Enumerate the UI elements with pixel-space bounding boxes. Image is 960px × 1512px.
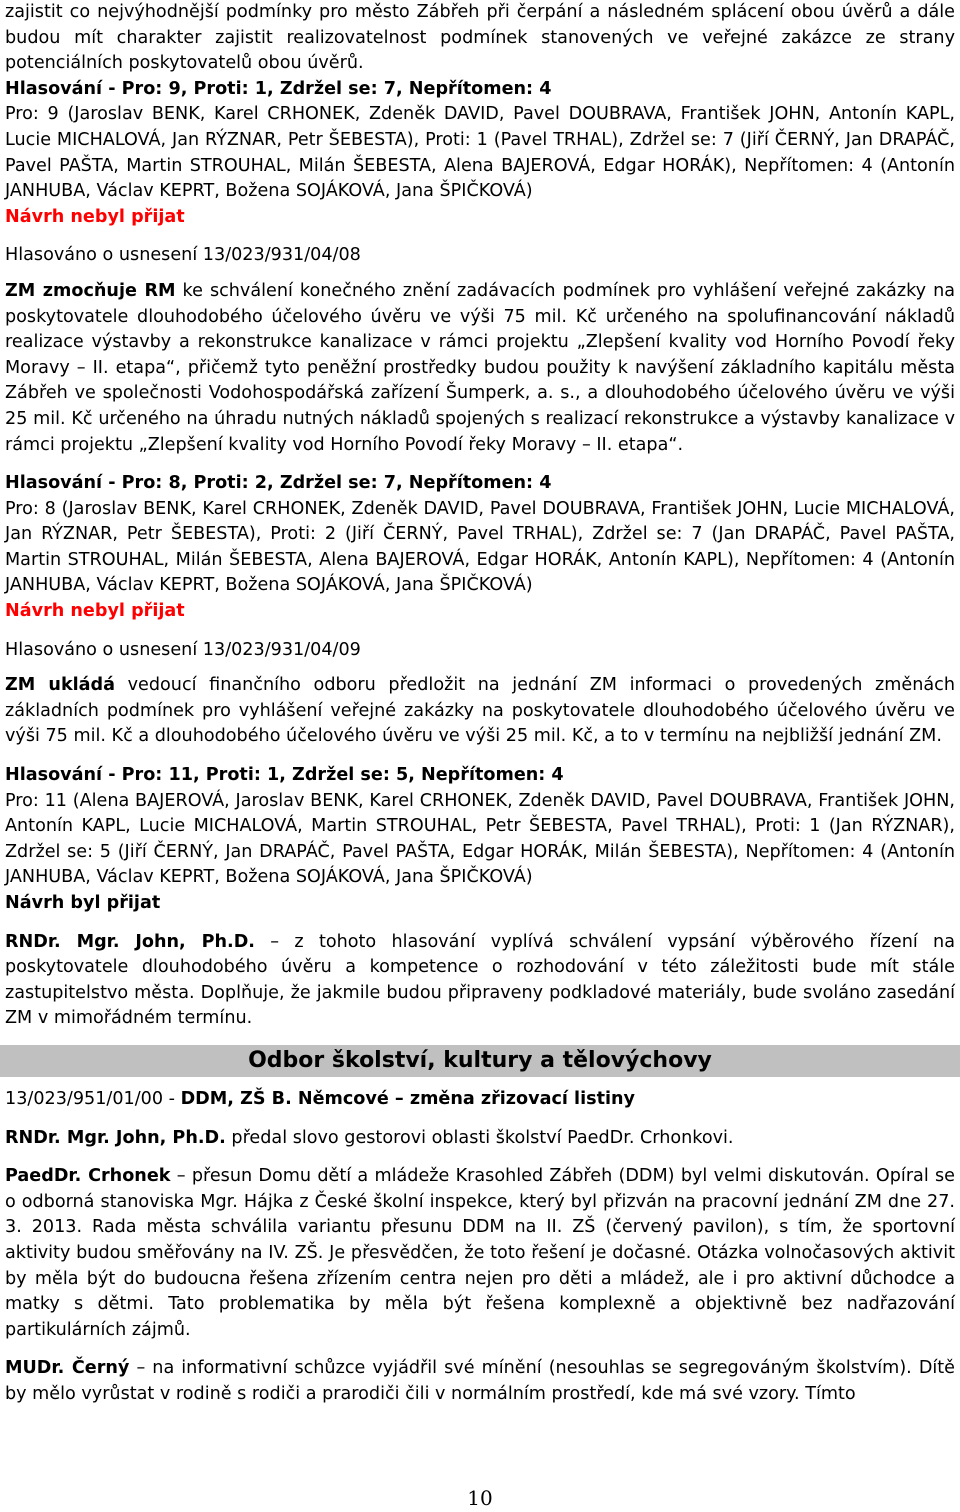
cerny-speaker: MUDr. Černý [5,1358,130,1379]
spacer [5,1113,955,1126]
vote3-result: Návrh byl přijat [5,893,161,913]
vote2-result: Návrh nebyl přijat [5,601,185,622]
vote3-heading: Hlasování - Pro: 11, Proti: 1, Zdržel se: 5, Nepřítomen: 4 [5,765,564,786]
cerny-text: – na informativní schůzce vyjádřil své mínění (nesouhlas se segregováným školstvím). Dítě by mělo vyrůstat v rodině s rodiči a prarodiči čili v normálním prostředí, kde má své vzory. Tímto [5,1358,955,1404]
spacer [5,625,955,638]
resolution3-paragraph [5,673,955,750]
crhonek-paragraph [5,1164,955,1343]
vote3-detail: Pro: 11 (Alena BAJEROVÁ, Jaroslav BENK, Karel CRHONEK, Zdeněk DAVID, Pavel DOUBRAVA, František JOHN, Antonín KAPL, Lucie MICHALOVÁ, Martin STROUHAL, Petr ŠEBESTA, Pavel TRHAL), Proti: 1 (Jan RÝZNAR), Zdržel se: 5 (Jiří ČERNÝ, Jan DRAPÁČ, Pavel PAŠTA, Edgar HORÁK, Milán ŠEBESTA), Nepřítomen: 4 (Antonín JANHUBA, Václav KEPRT, Božena SOJÁKOVÁ, Jana ŠPIČKOVÁ) [5,790,955,888]
spacer [5,917,955,930]
agenda-item-title: DDM, ZŠ B. Němcové – změna zřizovací listiny [180,1088,636,1109]
resolution3-text: vedoucí finančního odboru předložit na jednání ZM informaci o provedených změnách základních podmínek pro vyhlášení veřejné zakázky na poskytovatele dlouhodobého účelového úvěru ve výši 75 mil. Kč a dlouhodobého účelového úvěru ve výši 25 mil. Kč, a to v termínu na nejbližší jednání ZM. [5,675,955,747]
spacer [5,663,955,673]
john-handover-speaker: RNDr. Mgr. John, Ph.D. [5,1127,226,1148]
agenda-item [5,1087,955,1113]
crhonek-speaker: PaedDr. Crhonek [5,1166,171,1187]
resolution2-text: ke schválení konečného znění zadávacích podmínek pro vyhlášení veřejné zakázky na poskytovatele dlouhodobého účelového úvěru ve výši 75 mil. Kč určeného na spolufinancování nákladů realizace výstavby a rekonstrukce kanalizace v rámci projektu „Zlepšení kvality vod Horního Povodí řeky Moravy – II. etapa“, přičemž tyto peněžní prostředky budou použity k navýšení základního kapitálu města Zábřeh ve společnosti Vodohospodářská zařízení Šumperk, a. s., a dlouhodobého účelového úvěru ve výši 25 mil. Kč určeného na úhradu nutných nákladů spojených s realizací rekonstrukce a výstavby kanalizace v rámci projektu „Zlepšení kvality vod Horního Povodí řeky Moravy – II. etapa“. [5,280,955,455]
spacer [5,230,955,243]
intro-paragraph: zajistit co nejvýhodnější podmínky pro město Zábřeh při čerpání a následném splácení obou úvěrů a dále budou mít charakter zajistit realizovatelnost podmínek stanovených ve veřejné zakázce ze strany potenciálních poskytovatelů obou úvěrů. [5,2,955,74]
crhonek-text: – přesun Domu dětí a mládeže Krasohled Zábřeh (DDM) byl velmi diskutován. Opíral se o odborná stanoviska Mgr. Hájka z České školní inspekce, který byl přizván na pracovní jednání ZM dne 27. 3. 2013. Rada města schválila variantu přesunu DDM na II. ZŠ (červený pavilon), s tím, že sportovní aktivity budou směřovány na IV. ZŠ. Je přesvědčen, že toto řešení je dočasné. Otázka volnočasových aktivit by měla být do budoucna řešena zřízením centra nejen pro děti a mládež, ale i pro aktivní důchodce a matky s dětmi. Tato problematika by měla být řešena komplexně a objektivně bez nadřazování partikulárních zájmů. [5,1166,956,1340]
vote1-detail: Pro: 9 (Jaroslav BENK, Karel CRHONEK, Zdeněk DAVID, Pavel DOUBRAVA, František JOHN, Antonín KAPL, Lucie MICHALOVÁ, Jan RÝZNAR, Petr ŠEBESTA), Proti: 1 (Pavel TRHAL), Zdržel se: 7 (Jiří ČERNÝ, Jan DRAPÁČ, Pavel PAŠTA, Martin STROUHAL, Milán ŠEBESTA, Alena BAJEROVÁ, Edgar HORÁK), Nepřítomen: 4 (Antonín JANHUBA, Václav KEPRT, Božena SOJÁKOVÁ, Jana ŠPIČKOVÁ) [5,104,955,202]
john-handover-text: předal slovo gestorovi oblasti školství PaedDr. Crhonkovi. [225,1127,734,1148]
spacer [5,750,955,763]
resolution3-title: Hlasováno o usnesení 13/023/931/04/09 [5,639,361,660]
document-page [5,0,955,1408]
resolution2-lead: ZM zmocňuje RM [5,280,176,301]
resolution2-paragraph [5,279,955,458]
spacer [5,1343,955,1356]
john-note-speaker: RNDr. Mgr. John, Ph.D. [5,931,255,952]
john-note-text: – z tohoto hlasování vyplívá schválení vypsání výběrového řízení na poskytovatele dlouhodobého úvěru a kompetence o rozhodování v této záležitosti bude mít stále zastupitelstvo města. Doplňuje, že jakmile budou připraveny podkladové materiály, bude svoláno zasedání ZM v mimořádném termínu. [5,931,955,1029]
spacer [5,1151,955,1164]
spacer [5,269,955,279]
spacer [5,1077,955,1087]
spacer [5,458,955,471]
vote1-result: Návrh nebyl přijat [5,206,185,227]
john-handover-paragraph [5,1126,955,1152]
vote2-heading: Hlasování - Pro: 8, Proti: 2, Zdržel se: 7, Nepřítomen: 4 [5,473,552,494]
cerny-paragraph [5,1356,955,1407]
agenda-item-number: 13/023/951/01/00 - [5,1088,181,1109]
vote1-heading: Hlasování - Pro: 9, Proti: 1, Zdržel se: 7, Nepřítomen: 4 [5,78,552,99]
john-note-paragraph [5,930,955,1032]
resolution3-lead: ZM ukládá [5,675,116,696]
resolution2-title: Hlasováno o usnesení 13/023/931/04/08 [5,245,361,266]
page-number: 10 [467,1486,493,1510]
section-heading: Odbor školství, kultury a tělovýchovy [0,1045,960,1077]
vote2-detail: Pro: 8 (Jaroslav BENK, Karel CRHONEK, Zdeněk DAVID, Pavel DOUBRAVA, František JOHN, Lucie MICHALOVÁ, Jan RÝZNAR, Petr ŠEBESTA), Proti: 2 (Jiří ČERNÝ, Pavel TRHAL), Zdržel se: 7 (Jan DRAPÁČ, Pavel PAŠTA, Martin STROUHAL, Milán ŠEBESTA, Alena BAJEROVÁ, Edgar HORÁK, Antonín KAPL), Nepřítomen: 4 (Antonín JANHUBA, Václav KEPRT, Božena SOJÁKOVÁ, Jana ŠPIČKOVÁ) [5,498,955,596]
spacer [5,1032,955,1045]
